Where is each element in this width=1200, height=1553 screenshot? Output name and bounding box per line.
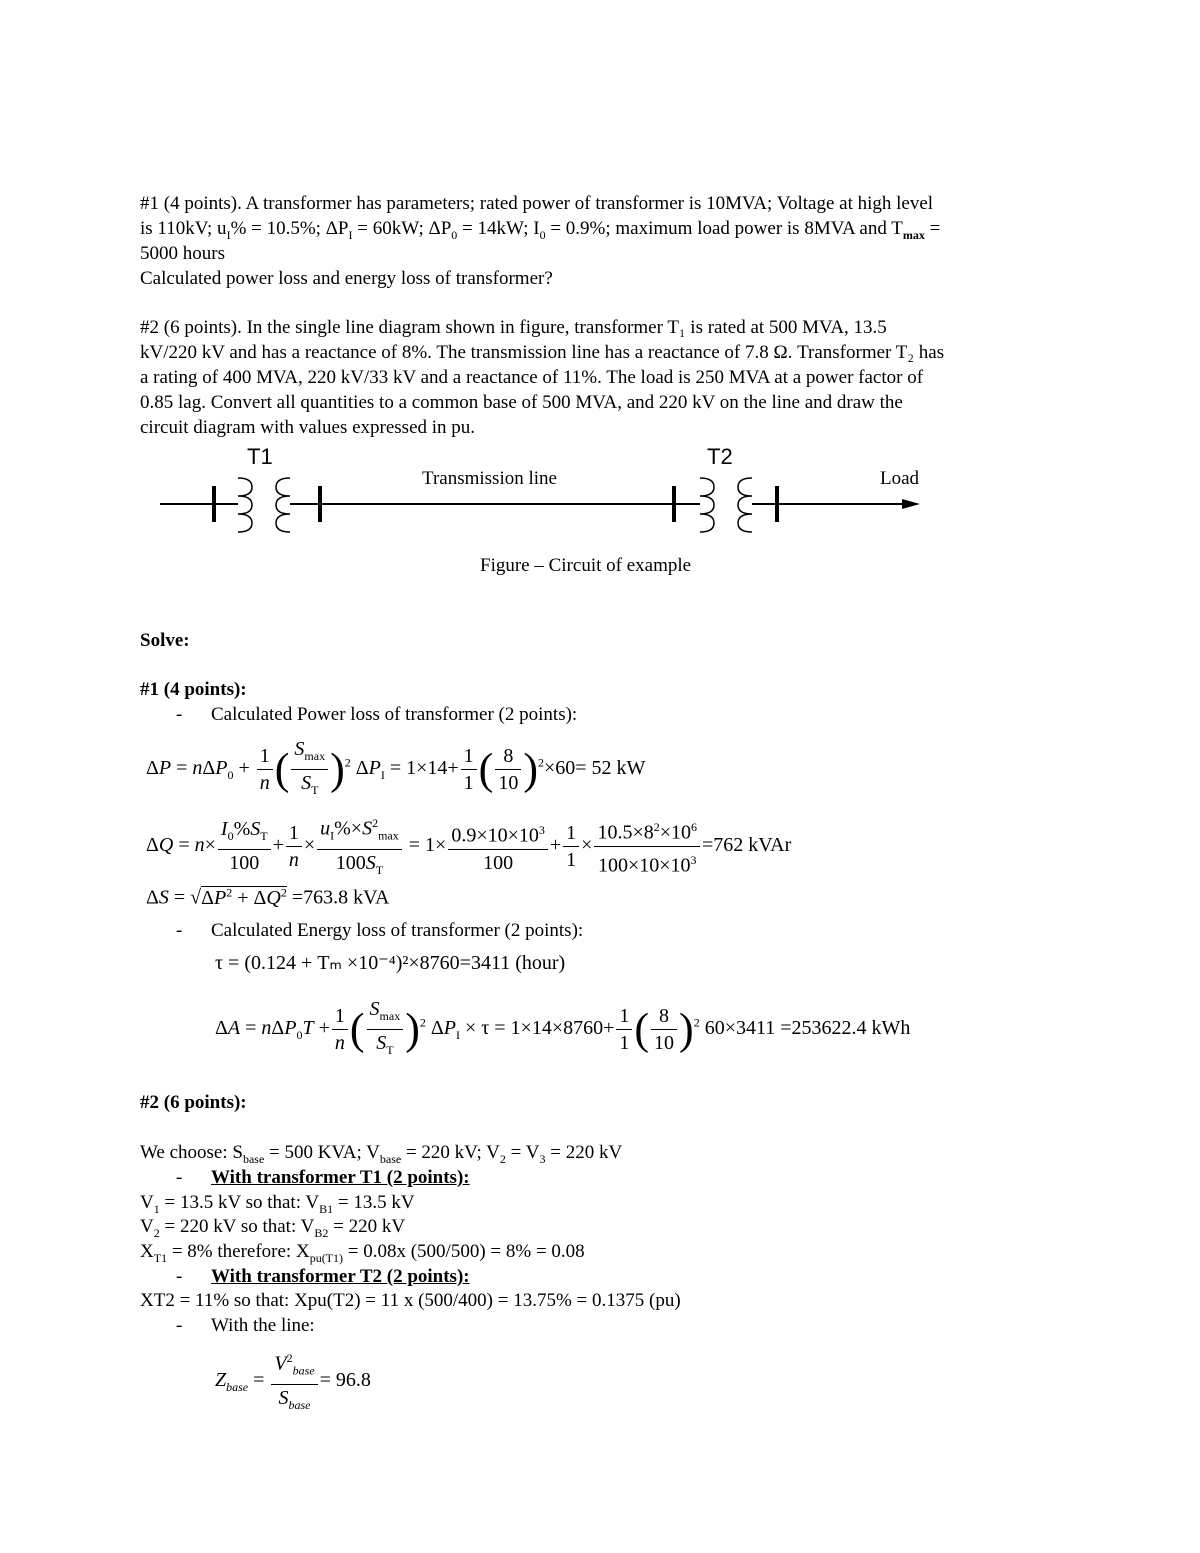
energy-loss-item: Calculated Energy loss of transformer (2 points):: [211, 920, 584, 941]
q2-line-5: circuit diagram with values expressed in pu.: [140, 417, 476, 438]
delta-s-result: =763.8 kVA: [291, 886, 390, 909]
t1-winding-secondary: [276, 478, 290, 532]
power-loss-item: Calculated Power loss of transformer (2 points):: [211, 704, 578, 725]
zbase-result: = 96.8: [319, 1368, 371, 1391]
delta-a-equation: ΔA = nΔP$_0$T + $\frac{1}{n}$ ( $\frac{S_{max}}{S_T}$ )$^2$ $\Delta P_I \times \tau = 1\times 14\times 8760+$ $\frac{1}{1}$ ( $\frac{8}{10}$ )$^2$ 60×3411 =253622.4 kWh: [215, 998, 911, 1057]
xt1-line: $X_{T1} = 8\%$ therefore: $X_{pu(T1)} = 0.08x$ (500/500) = 8% = 0.08: [140, 1241, 585, 1265]
delta-s-equation: $\Delta S = √\Delta P^2 + \Delta Q^2 =763.8$ kVA: [146, 885, 390, 909]
q2-line-2: kV/220 kV and has a reactance of 8%. The transmission line has a reactance of 7.8 Ω. Transformer T₂ has: [140, 342, 945, 363]
transmission-line-label: Transmission line: [422, 468, 557, 489]
q2-line-3: a rating of 400 MVA, 220 kV/33 kV and a reactance of 11%. The load is 250 MVA at a power factor of: [140, 367, 924, 388]
t2-label: T2: [707, 444, 733, 469]
solution-1-heading: #1 (4 points):: [140, 679, 247, 700]
t1-label: T1: [247, 444, 273, 469]
t2-item: With transformer T2 (2 points):: [211, 1266, 470, 1287]
t2-winding-primary: [700, 478, 714, 532]
figure-caption: Figure – Circuit of example: [480, 555, 692, 576]
dash-bullet-5: -: [176, 1315, 183, 1336]
load-arrow-icon: [902, 499, 920, 509]
base-choice-line: We choose: $S_{base} = 500$ KVA; $V_{base} = 220$ kV; $V_2 = V_3 = 220$ kV: [140, 1142, 623, 1166]
zbase-equation: $Z_{base}$ = $\frac{V^2_{base}}{S_{base}}$ = 96.8: [215, 1345, 371, 1418]
dash-bullet: -: [176, 704, 183, 725]
solution-2-heading: #2 (6 points):: [140, 1092, 247, 1113]
delta-q-equation: ΔQ = n× $\frac{I_0\%S_T}{100}$ + $\frac{1}{n}$ × $\frac{u_I\%\times S^2_{max}}{100S_T}$ = 1× $\frac{0.9\times 10\times 10^3}{100}$ + $\frac{1}{1}$ × $\frac{10.5\times 8^2\times 10^6}{100\times 10\times 10^3}$ =762 kVAr: [146, 810, 791, 883]
tau-equation: τ = (0.124 + Tₘ ×10⁻⁴)²×8760=3411 (hour): [215, 952, 566, 974]
t1-item: With transformer T1 (2 points):: [211, 1167, 470, 1188]
single-line-diagram: [150, 440, 940, 540]
q1-line-3: 5000 hours: [140, 243, 225, 264]
dash-bullet-3: -: [176, 1167, 183, 1188]
t2-winding-secondary: [738, 478, 752, 532]
dash-bullet-4: -: [176, 1266, 183, 1287]
q1-line-4: Calculated power loss and energy loss of transformer?: [140, 268, 553, 289]
solve-heading: Solve:: [140, 630, 190, 651]
q1-line-1: #1 (4 points). A transformer has parameters; rated power of transformer is 10MVA; Voltage at high level: [140, 193, 934, 214]
dash-bullet-2: -: [176, 920, 183, 941]
v2-line: $V_2 = 220$ kV so that: $V_{B2} = 220$ kV: [140, 1216, 406, 1240]
delta-a-result: 60×3411 =253622.4 kWh: [704, 1017, 911, 1040]
v1-line: $V_1 = 13.5$ kV so that: $V_{B1} = 13.5$ kV: [140, 1192, 415, 1216]
delta-q-result: =762 kVAr: [702, 833, 792, 856]
delta-p-result: ×60= 52 kW: [543, 757, 646, 780]
q2-line-1: #2 (6 points). In the single line diagram shown in figure, transformer T₁ is rated at 500 MVA, 13.5: [140, 317, 887, 338]
q2-line-4: 0.85 lag. Convert all quantities to a common base of 500 MVA, and 220 kV on the line and draw the: [140, 392, 903, 413]
q1-line-2: is 110kV; $u_I\% = 10.5\%$; $\Delta P_I = 60kW$; $\Delta P_0 = 14kW$; $I_0 = 0.9\%$; maximum load power is 8MVA and $T_{max}$ =: [140, 218, 941, 242]
line-item: With the line:: [211, 1315, 315, 1336]
t1-winding-primary: [238, 478, 252, 532]
delta-p-equation: ΔP = nΔP$_0$ + $\frac{1}{n}$ ( $\frac{S_{max}}{S_T}$ )$^2$ $\Delta P_I = 1\times 14+$ $\frac{1}{1}$ ( $\frac{8}{10}$ )$^2$×60= 52 kW: [146, 738, 646, 797]
xt2-line: XT2 = 11% so that: Xpu(T2) = 11 x (500/400) = 13.75% = 0.1375 (pu): [140, 1290, 681, 1311]
load-label: Load: [880, 468, 920, 489]
